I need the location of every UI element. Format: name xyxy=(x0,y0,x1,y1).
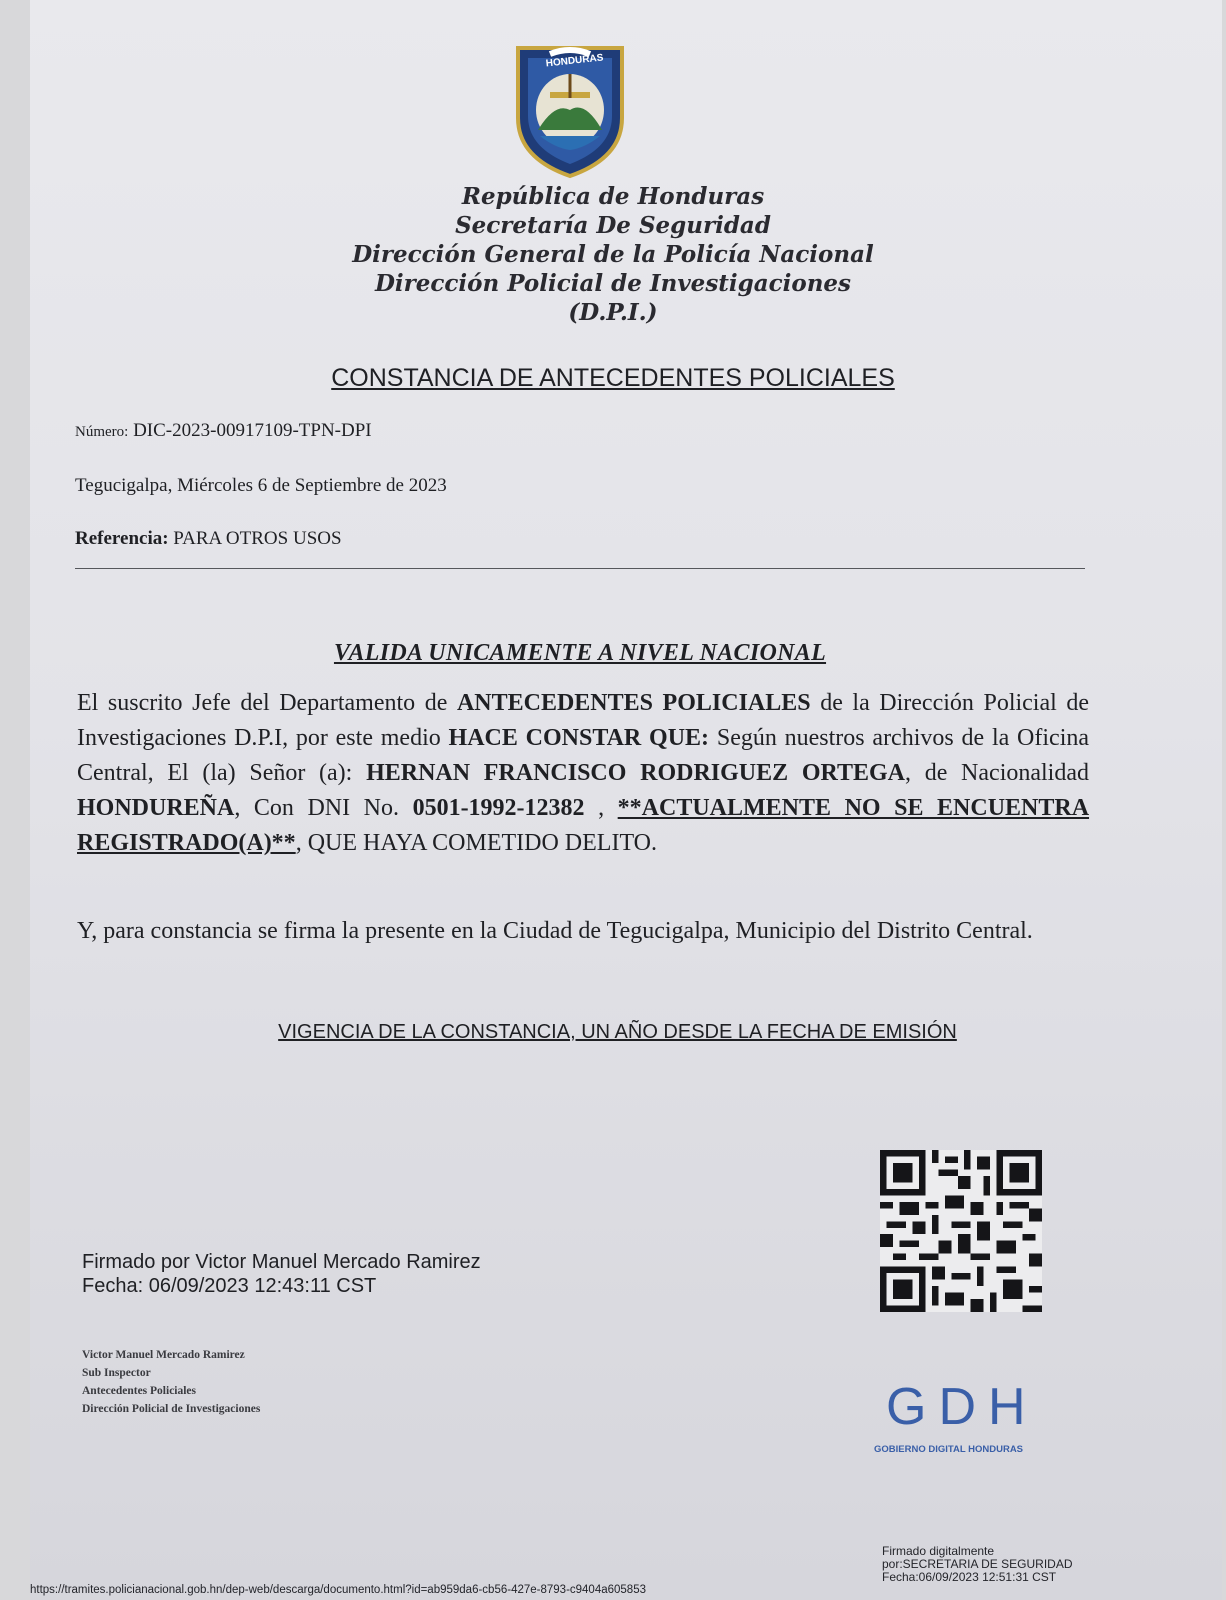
gdh-logo-icon xyxy=(870,1372,1060,1462)
closing-paragraph: Y, para constancia se firma la presente en la Ciudad de Tegucigalpa, Municipio del Distrito Central. xyxy=(77,918,1033,944)
svg-text:GDH: GDH xyxy=(886,1378,1038,1436)
signatory-rank: Sub Inspector xyxy=(82,1367,151,1379)
body-text: , QUE HAYA COMETIDO DELITO. xyxy=(295,830,658,856)
reference-value: PARA OTROS USOS xyxy=(173,528,342,549)
reference-label: Referencia: xyxy=(75,528,169,549)
verification-url[interactable]: https://tramites.policianacional.gob.hn/dep-web/descarga/documento.html?id=ab959da6-cb56-427e-8793-c9404a605853 xyxy=(30,1584,646,1596)
body-text: , Con DNI No. xyxy=(234,795,399,821)
certificate-paragraph xyxy=(77,686,1089,861)
header-line-republic: República de Honduras xyxy=(461,183,765,210)
document-title: CONSTANCIA DE ANTECEDENTES POLICIALES xyxy=(331,364,895,392)
dept-name: ANTECEDENTES POLICIALES xyxy=(456,690,811,716)
validity-scope-title: VALIDA UNICAMENTE A NIVEL NACIONAL xyxy=(333,640,827,666)
document-number-value: DIC-2023-00917109-TPN-DPI xyxy=(133,420,372,441)
institution-header xyxy=(0,182,1226,327)
digital-signature-stamp xyxy=(882,1545,1073,1584)
digital-line2: por:SECRETARIA DE SEGURIDAD xyxy=(882,1557,1073,1571)
body-text: , xyxy=(598,795,605,821)
header-line-investigations: Dirección Policial de Investigaciones xyxy=(374,270,851,297)
signatory-dept: Antecedentes Policiales xyxy=(82,1385,197,1397)
body-text: El suscrito Jefe del Departamento de xyxy=(77,690,448,716)
svg-text:HONDURAS: HONDURAS xyxy=(545,52,604,70)
header-line-secretariat: Secretaría De Seguridad xyxy=(455,212,771,239)
body-text: Según nuestros archivos de la Oficina Central, El (la) Señor (a): xyxy=(77,725,1090,786)
divider xyxy=(75,568,1085,569)
electronic-signature xyxy=(82,1250,481,1298)
signed-by: Firmado por Victor Manuel Mercado Ramirez xyxy=(82,1251,481,1273)
hace-constar: HACE CONSTAR QUE: xyxy=(448,725,710,751)
signatory-name: Victor Manuel Mercado Ramirez xyxy=(82,1349,245,1361)
body-text: de la Dirección Policial de Investigaciones D.P.I, por este medio xyxy=(77,690,1090,751)
svg-text:GOBIERNO DIGITAL HONDURAS: GOBIERNO DIGITAL HONDURAS xyxy=(874,1444,1024,1455)
signatory-division: Dirección Policial de Investigaciones xyxy=(82,1403,261,1415)
honduras-police-badge-icon xyxy=(510,40,630,180)
signatory-block xyxy=(82,1346,260,1418)
place-date: Tegucigalpa, Miércoles 6 de Septiembre de 2023 xyxy=(75,475,447,496)
qr-code-icon xyxy=(880,1150,1042,1312)
document-number-label: Número: xyxy=(75,424,129,440)
signed-date: Fecha: 06/09/2023 12:43:11 CST xyxy=(82,1275,377,1297)
header-line-dpi: (D.P.I.) xyxy=(568,299,658,326)
validity-period: VIGENCIA DE LA CONSTANCIA, UN AÑO DESDE LA FECHA DE EMISIÓN xyxy=(278,1021,957,1043)
record-status: **ACTUALMENTE NO SE ENCUENTRA REGISTRADO(A)** xyxy=(77,795,1090,856)
digital-line3: Fecha:06/09/2023 12:51:31 CST xyxy=(882,1570,1057,1584)
body-text: , de Nacionalidad xyxy=(905,760,1090,786)
dni-number: 0501-1992-12382 xyxy=(412,795,585,821)
digital-line1: Firmado digitalmente xyxy=(882,1544,995,1558)
document-number xyxy=(75,420,372,442)
nationality: HONDUREÑA xyxy=(77,795,235,821)
person-name: HERNAN FRANCISCO RODRIGUEZ ORTEGA xyxy=(366,760,906,786)
header-line-general-direction: Dirección General de la Policía Nacional xyxy=(352,241,874,268)
reference xyxy=(75,528,342,550)
